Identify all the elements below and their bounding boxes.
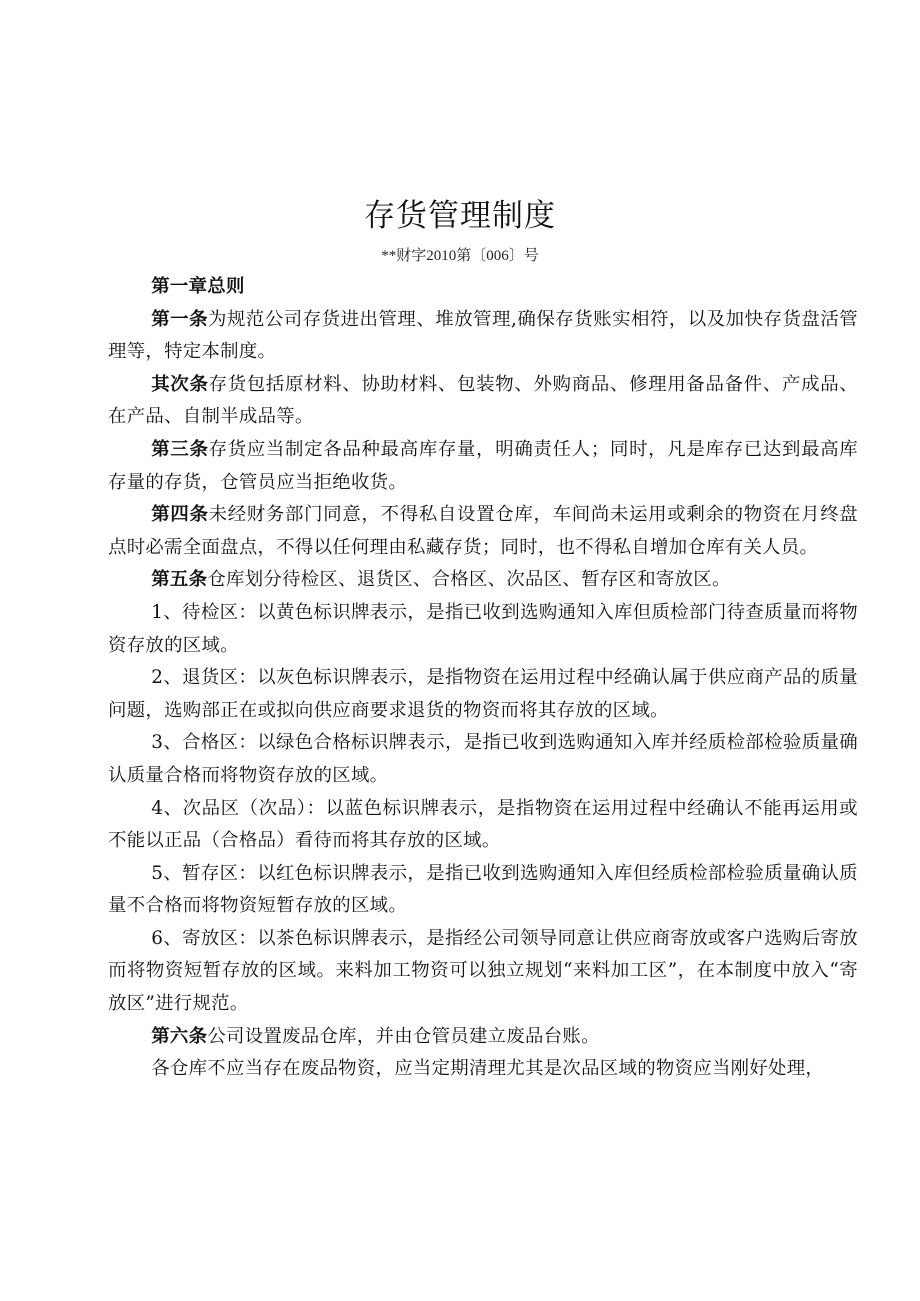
article-text: 仓库划分待检区、退货区、合格区、次品区、暂存区和寄放区。 — [207, 569, 731, 591]
article-text: 为规范公司存货进出管理、堆放管理,确保存货账实相符，以及加快存货盘活管理等，特定本制度。 — [108, 308, 858, 363]
article-label: 第六条 — [151, 1025, 208, 1047]
article-label: 第三条 — [151, 438, 209, 460]
article-5 — [108, 564, 858, 597]
article-4 — [108, 499, 858, 564]
document-body — [108, 271, 858, 1086]
article-text: 公司设置废品仓库，并由仓管员建立废品台账。 — [207, 1025, 600, 1047]
article-3 — [108, 434, 858, 499]
article-label: 第一条 — [151, 308, 209, 330]
article-text: 未经财务部门同意，不得私自设置仓库，车间尚未运用或剩余的物资在月终盘点时必需全面盘点，不得以任何理由私藏存货；同时，也不得私自增加仓库有关人员。 — [108, 504, 858, 558]
last-paragraph: 各仓库不应当存在废品物资，应当定期清理尤其是次品区域的物资应当刚好处理， — [151, 1058, 825, 1080]
zone-item: 6、寄放区：以茶色标识牌表示，是指经公司领导同意让供应商寄放或客户选购后寄放而将物资短暂存放的区域。来料加工物资可以独立规划“来料加工区”，在本制度中放入“寄放区”进行规范。 — [108, 927, 858, 1015]
document-title: 存货管理制度 — [364, 198, 556, 234]
article-1 — [108, 304, 858, 369]
article-label: 其次条 — [151, 373, 209, 395]
article-6 — [108, 1021, 858, 1054]
document-number: **财字2010第〔006〕号 — [381, 248, 539, 264]
article-label: 第四条 — [151, 504, 209, 526]
zone-item: 3、合格区：以绿色合格标识牌表示，是指已收到选购通知入库并经质检部检验质量确认质量合格而将物资存放的区域。 — [108, 732, 858, 786]
zone-item: 2、退货区：以灰色标识牌表示，是指物资在运用过程中经确认属于供应商产品的质量问题，选购部正在或拟向供应商要求退货的物资而将其存放的区域。 — [108, 667, 858, 721]
zone-item: 5、暂存区：以红色标识牌表示，是指已收到选购通知入库但经质检部检验质量确认质量不合格而将物资短暂存放的区域。 — [108, 862, 858, 917]
zone-item: 4、次品区（次品）：以蓝色标识牌表示，是指物资在运用过程中经确认不能再运用或不能以正品（合格品）看待而将其存放的区域。 — [108, 797, 858, 852]
article-text: 存货应当制定各品种最高库存量，明确责任人；同时，凡是库存已达到最高库存量的存货，仓管员应当拒绝收货。 — [108, 438, 858, 493]
zone-item: 1、待检区：以黄色标识牌表示，是指已收到选购通知入库但质检部门待查质量而将物资存放的区域。 — [108, 601, 858, 656]
article-label: 第五条 — [151, 569, 208, 591]
article-text: 存货包括原材料、协助材料、包装物、外购商品、修理用备品备件、产成品、在产品、自制半成品等。 — [108, 373, 858, 428]
chapter-heading: 第一章总则 — [151, 276, 245, 297]
article-2 — [108, 369, 858, 434]
